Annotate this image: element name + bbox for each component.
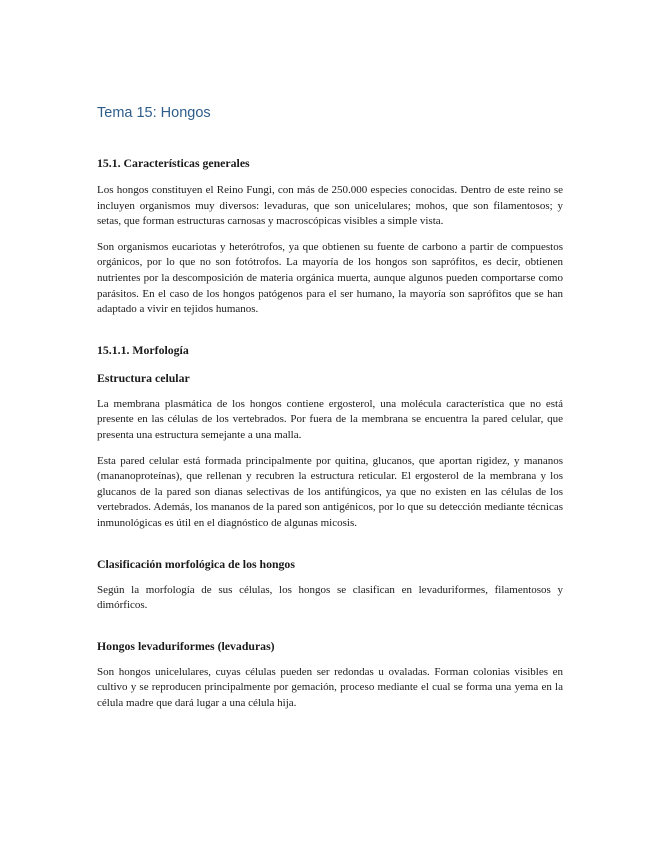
paragraph: Esta pared celular está formada principalmente por quitina, glucanos, que aportan rigidez, y mananos (mananoproteínas), que rellenan y recubren la estructura reticular. El ergosterol de la membrana y los glucanos de la pared son dianas selectivas de los antifúngicos, ya que no existen en las células de los vertebrados. Además, los mananos de la pared son antigénicos, por lo que su detección mediante técnicas inmunológicas es útil en el diagnóstico de algunas micosis. bbox=[97, 454, 563, 529]
subheading-levaduriformes: Hongos levaduriformes (levaduras) bbox=[97, 638, 275, 653]
subheading-clasificacion: Clasificación morfológica de los hongos bbox=[97, 556, 295, 571]
paragraph: Los hongos constituyen el Reino Fungi, con más de 250.000 especies conocidas. Dentro de este reino se incluyen organismos muy diversos: levaduras, que son unicelulares; mohos, que son filamentosos; y setas, que forman estructuras carnosas y macroscópicas visibles a simple vista. bbox=[97, 184, 563, 228]
paragraph: Son hongos unicelulares, cuyas células pueden ser redondas u ovaladas. Forman colonias visibles en cultivo y se reproducen principalmente por gemación, proceso mediante el cual se forma una yema en la célula madre que dará lugar a una célula hija. bbox=[97, 665, 563, 709]
paragraph: Son organismos eucariotas y heterótrofos, ya que obtienen su fuente de carbono a partir de compuestos orgánicos, por lo que no son fotótrofos. La mayoría de los hongos son saprófitos, es decir, obtienen nutrientes por la descomposición de materia orgánica muerta, aunque algunos pueden comportarse como parásitos. En el caso de los hongos patógenos para el ser humano, la mayoría son saprófitos que se han adaptado a vivir en tejidos humanos. bbox=[97, 240, 563, 316]
document-title: Tema 15: Hongos bbox=[97, 105, 211, 121]
paragraph: La membrana plasmática de los hongos contiene ergosterol, una molécula característica que no está presente en las células de los vertebrados. Por fuera de la membrana se encuentra la pared celular, que presenta una estructura semejante a una malla. bbox=[97, 397, 563, 441]
page-content bbox=[97, 104, 563, 711]
subheading-estructura-celular: Estructura celular bbox=[97, 370, 190, 385]
section-heading-caracteristicas: 15.1. Características generales bbox=[97, 156, 250, 170]
section-heading-morfologia: 15.1.1. Morfología bbox=[97, 342, 189, 357]
paragraph: Según la morfología de sus células, los hongos se clasifican en levaduriformes, filamentosos y dimórficos. bbox=[97, 583, 563, 612]
